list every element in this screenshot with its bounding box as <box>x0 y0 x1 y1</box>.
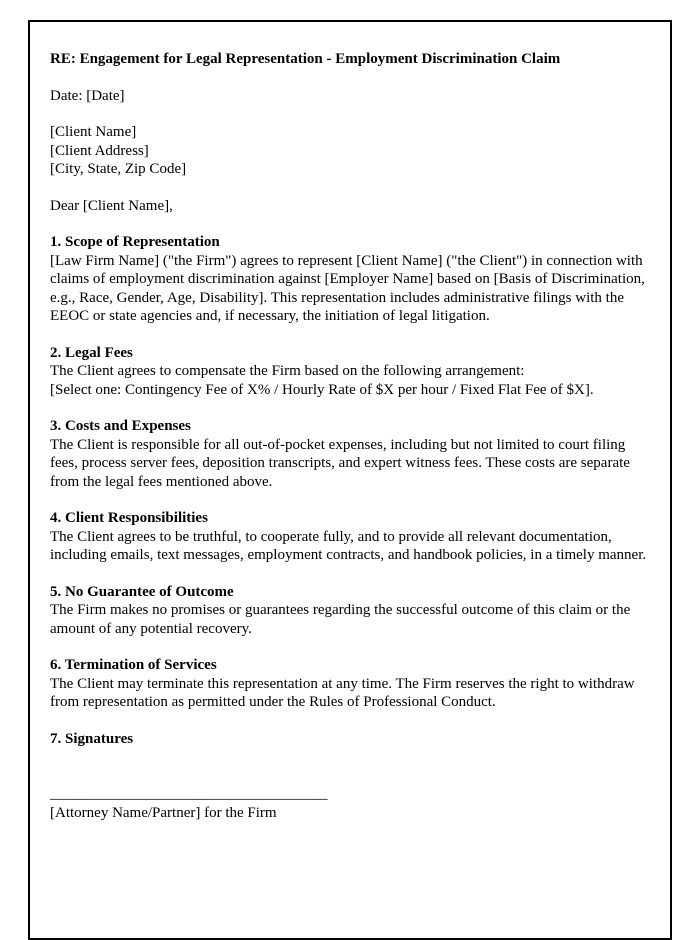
section-body: The Client is responsible for all out-of-pocket expenses, including but not limited to court filing fees, process server fees, deposition transcripts, and expert witness fees. These costs are separate from the legal fees mentioned above. <box>50 436 630 490</box>
section-signatures <box>50 730 650 749</box>
section-client-responsibilities <box>50 509 650 565</box>
salutation: Dear [Client Name], <box>50 197 173 214</box>
section-heading: 1. Scope of Representation <box>50 234 220 250</box>
section-legal-fees <box>50 344 650 400</box>
section-heading: 3. Costs and Expenses <box>50 418 191 434</box>
document-title: RE: Engagement for Legal Representation - Employment Discrimination Claim <box>50 51 561 67</box>
section-body: [Law Firm Name] ("the Firm") agrees to represent [Client Name] ("the Client") in connection with claims of employment discrimination against [Employer Name] based on [Basis of Discrimination, e.g., Race, Gender, Age, Disability]. This representation includes administrative filings with the EEOC or state agencies and, if necessary, the initiation of legal litigation. <box>50 252 645 324</box>
signature-name-line: [Attorney Name/Partner] for the Firm <box>50 804 277 821</box>
section-heading: 6. Termination of Services <box>50 657 217 673</box>
date-line: Date: [Date] <box>50 87 125 104</box>
section-heading: 5. No Guarantee of Outcome <box>50 583 234 600</box>
section-scope <box>50 233 650 326</box>
address-line: [Client Address] <box>50 142 149 159</box>
section-body: The Client agrees to be truthful, to cooperate fully, and to provide all relevant documentation, including emails, text messages, employment contracts, and handbook policies, in a timely manner. <box>50 528 647 563</box>
section-heading: 2. Legal Fees <box>50 344 133 361</box>
section-body: The Firm makes no promises or guarantees regarding the successful outcome of this claim or the amount of any potential recovery. <box>50 602 631 637</box>
letter-page <box>28 20 672 940</box>
section-no-guarantee <box>50 583 650 639</box>
address-line: [Client Name] <box>50 124 137 140</box>
signature-block <box>50 785 650 822</box>
section-body: The Client agrees to compensate the Firm based on the following arrangement: [Select one: Contingency Fee of X% / Hourly Rate of $X per hour / Fixed Flat Fee of $X]. <box>50 363 594 398</box>
signature-rule: _____________________________________ <box>50 786 328 802</box>
section-costs-expenses <box>50 417 650 491</box>
client-address-block <box>50 123 650 179</box>
section-termination <box>50 656 650 712</box>
address-line: [City, State, Zip Code] <box>50 161 187 177</box>
section-heading: 7. Signatures <box>50 730 134 747</box>
section-heading: 4. Client Responsibilities <box>50 510 208 526</box>
section-body: The Client may terminate this representation at any time. The Firm reserves the right to withdraw from representation as permitted under the Rules of Professional Conduct. <box>50 675 635 710</box>
